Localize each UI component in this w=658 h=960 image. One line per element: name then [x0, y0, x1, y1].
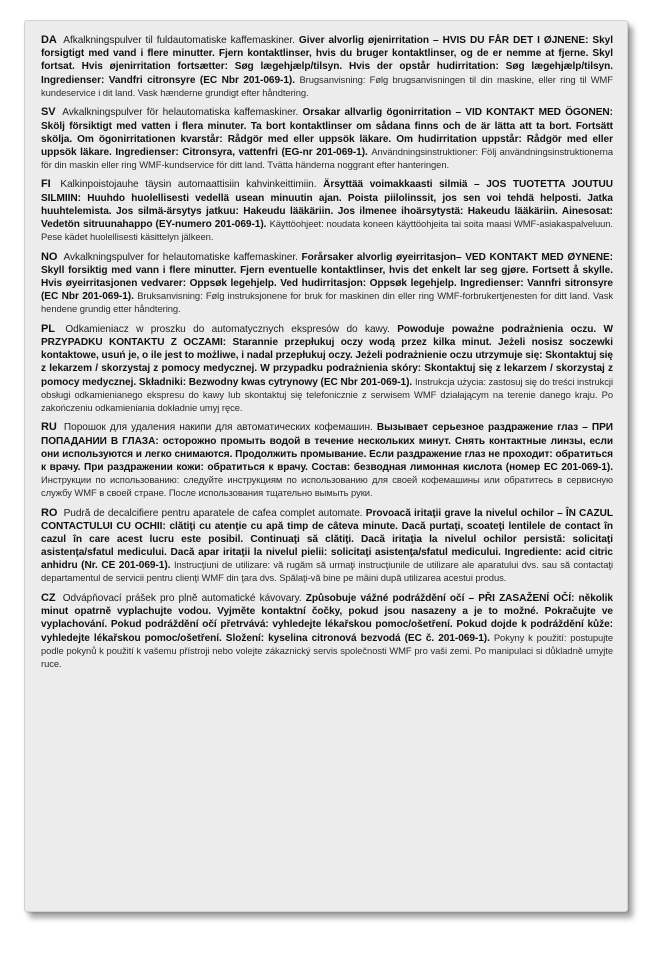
product-description: Odvápňovací prášek pro plně automatické kávovary.: [62, 593, 302, 605]
section-ro: [41, 506, 613, 586]
hazard-warning: Powoduje poważne podrażnienia oczu. W PRZYPADKU KONTAKTU Z OCZAMI: Starannie przepłukuj oczy wodą przez kilka minut. Jeżeli nosisz soczewki kontaktowe, usuń je, o ile jest to możliwe, i nadal przepłukuj oczy. Jeżeli podrażnienie oczu utrzymuje się: Skontaktuj się z lekarzem / skorzystaj z pomocy medycznej. W przypadku podrażnienia skóry: Skontaktuj się z lekarzem / skorzystaj z pomocy medycznej. Składniki: Bezwodny kwas cytrynowy (EC Nbr 201-069-1).: [41, 323, 614, 388]
usage-instructions: Brugsanvisning: Følg brugsanvisningen til din maskine, eller ring til WMF kundeservice i dit land. Vask hænderne grundigt efter håndtering.: [41, 73, 613, 98]
language-code: DA: [41, 34, 57, 46]
language-code: RU: [41, 421, 57, 434]
hazard-warning: Giver alvorlig øjenirritation – HVIS DU FÅR DET I ØJNENE: Skyl forsigtigt med vand i flere minutter. Fjern kontaktlinser, hvis du bruger kontaktlinser, og de er nemme at fjerne. Skyl fortsat. Hvis øjenirritation fortsætter: Søg lægehjælp/tilsyn. Hvis der opstår hudirritation: Søg lægehjælp/tilsyn. Ingredienser: Vandfri citronsyre (EC Nbr 201-069-1).: [41, 35, 613, 86]
section-cz: [41, 591, 613, 671]
usage-instructions: Instrucţiuni de utilizare: vă rugăm să urmaţi instrucţiunile de utilizare ale aparatului dvs. sau să contactaţi departamentul de servicii pentru clienţi WMF din ţara dvs. Spălaţi-vă bine pe mâini după utilizarea acestui produs.: [41, 559, 613, 584]
product-description: Avkalkningspulver for helautomatiske kaffemaskiner.: [63, 251, 298, 263]
language-code: SV: [41, 106, 56, 119]
product-description: Afkalkningspulver til fuldautomatiske kaffemaskiner.: [63, 35, 295, 46]
hazard-warning: Provoacă iritaţii grave la nivelul ochilor – ÎN CAZUL CONTACTULUI CU OCHII: clătiţi cu atenţie cu apă timp de câteva minute. Dacă purtaţi, scoateţi lentilele de contact în cazul în care acest lucru este posibil. Continuaţi să clătiţi. Dacă iritaţia la nivelul ochilor persistă: solicitaţi asistenţa/sfatul medicului. Dacă apar iritaţii la nivelul pielii: solicitaţi asistenţa/sfatul medicului. Ingrediente: acid citric anhidru (Nr. CE 201-069-1).: [41, 507, 614, 572]
section-no: [41, 250, 613, 317]
product-description: Pudră de decalcifiere pentru aparatele de cafea complet automate.: [63, 507, 363, 519]
section-fi: [41, 177, 613, 244]
usage-instructions: Användningsinstruktioner: Följ användningsinstruktionerna för din maskin eller ring WMF-kundservice för ditt land. Tvätta händerna noggrant efter hanteringen.: [41, 145, 613, 170]
hazard-warning: Orsakar allvarlig ögonirritation – VID KONTAKT MED ÖGONEN: Skölj försiktigt med vatten i flera minuter. Ta bort kontaktlinser om sådana finns och de är lätta att ta bort. Fortsätt skölja. Om ögonirritationen kvarstår: Rådgör med eller uppsök läkare. Om hudirritation uppstår: Rådgör med eller uppsök läkare. Ingredienser: Citronsyra, vattenfri (EG-nr 201-069-1).: [41, 107, 613, 158]
usage-instructions: Инструкции по использованию: следуйте инструкциям по использованию для своей кофемашины или обратитесь в сервисную службу WMF в своей стране. После использования тщательно вымыть руки.: [41, 474, 613, 499]
section-da: [41, 33, 613, 100]
hazard-warning: Вызывает серьезное раздражение глаз – ПРИ ПОПАДАНИИ В ГЛАЗА: осторожно промыть водой в течение нескольких минут. Снять контактные линзы, если они используются и легко снимаются. Продолжить промывание. Если раздражение глаз не проходит: обратиться к врачу. При раздражении кожи: обратиться к врачу. Состав: безводная лимонная кислота (номер ЕС 201-069-1).: [41, 422, 613, 473]
hazard-warning: Způsobuje vážné podráždění očí – PŘI ZASAŽENÍ OČÍ: několik minut opatrně vyplachujte vodou. Vyjměte kontaktní čočky, pokud jsou nasazeny a je to možné. Pokračujte ve vyplachování. Pokud podráždění očí přetrvává: vyhledejte lékařskou pomoc/ošetření. Pokud dojde k podráždění kůže: vyhledejte lékařskou pomoc/ošetření. Složení: kyselina citronová bezvodá (EC č. 201-069-1).: [41, 593, 613, 644]
product-description: Kalkinpoistojauhe täysin automaattisiin kahvinkeittimiin.: [60, 179, 317, 191]
language-code: CZ: [41, 592, 56, 605]
usage-instructions: Käyttöohjeet: noudata koneen käyttöohjeita tai soita maasi WMF-asiakaspalveluun. Pese kädet huolellisesti käsittelyn jälkeen.: [41, 217, 613, 243]
product-description: Avkalkningspulver för helautomatiska kaffemaskiner.: [62, 107, 299, 119]
section-pl: [41, 322, 613, 415]
language-code: FI: [41, 178, 51, 191]
section-sv: [41, 105, 613, 172]
usage-instructions: Instrukcja użycia: zastosuj się do treści instrukcji obsługi odkamienianego ekspresu do kawy lub skontaktuj się telefonicznie z serwisem WMF działającym na terenie danego kraju. Po zakończeniu odkamieniania dokładnie umyj ręce.: [41, 375, 613, 413]
hazard-warning: Ärsyttää voimakkaasti silmiä – JOS TUOTETTA JOUTUU SILMIIN: Huuhdo huolellisesti vedellä usean minuutin ajan. Poista piilolinssit, jos sen voi tehdä helposti. Jatka huuhtelemista. Jos silmä-ärsytys jatkuu: Hakeudu lääkäriin. Jos ilmenee ihoärsytystä: Hakeudu lääkäriin. Ainesosat: Vedetön sitruunahappo (EY-numero 201-069-1).: [41, 179, 613, 230]
language-code: NO: [41, 250, 58, 263]
hazard-warning: Forårsaker alvorlig øyeirritasjon– VED KONTAKT MED ØYNENE: Skyll forsiktig med vann i flere minutter. Fjern eventuelle kontaktlinser, hvis det enkelt lar seg gjøre. Fortsett å skylle. Hvis øyeirritasjonen vedvarer: Oppsøk legehjelp. Ved hudirritasjon: Oppsøk legehjelp. Ingredienser: Vannfri sitronsyre (EC Nbr 201-069-1).: [41, 251, 613, 303]
product-label-sheet: [24, 20, 628, 912]
usage-instructions: Pokyny k použití: postupujte podle pokynů k použití k vašemu přístroji nebo volejte zákaznický servis společnosti WMF pro vaši zemi. Po manipulaci si důkladně umyjte ruce.: [41, 631, 613, 669]
product-description: Odkamieniacz w proszku do automatycznych ekspresów do kawy.: [65, 323, 390, 335]
product-description: Порошок для удаления накипи для автоматических кофемашин.: [63, 422, 373, 434]
language-code: PL: [41, 322, 55, 335]
usage-instructions: Bruksanvisning: Følg instruksjonene for bruk for maskinen din eller ring WMF-forbrukertjenesten for ditt land. Vask hendene grundig etter håndtering.: [41, 290, 613, 315]
language-code: RO: [41, 506, 58, 519]
section-ru: [41, 420, 613, 500]
